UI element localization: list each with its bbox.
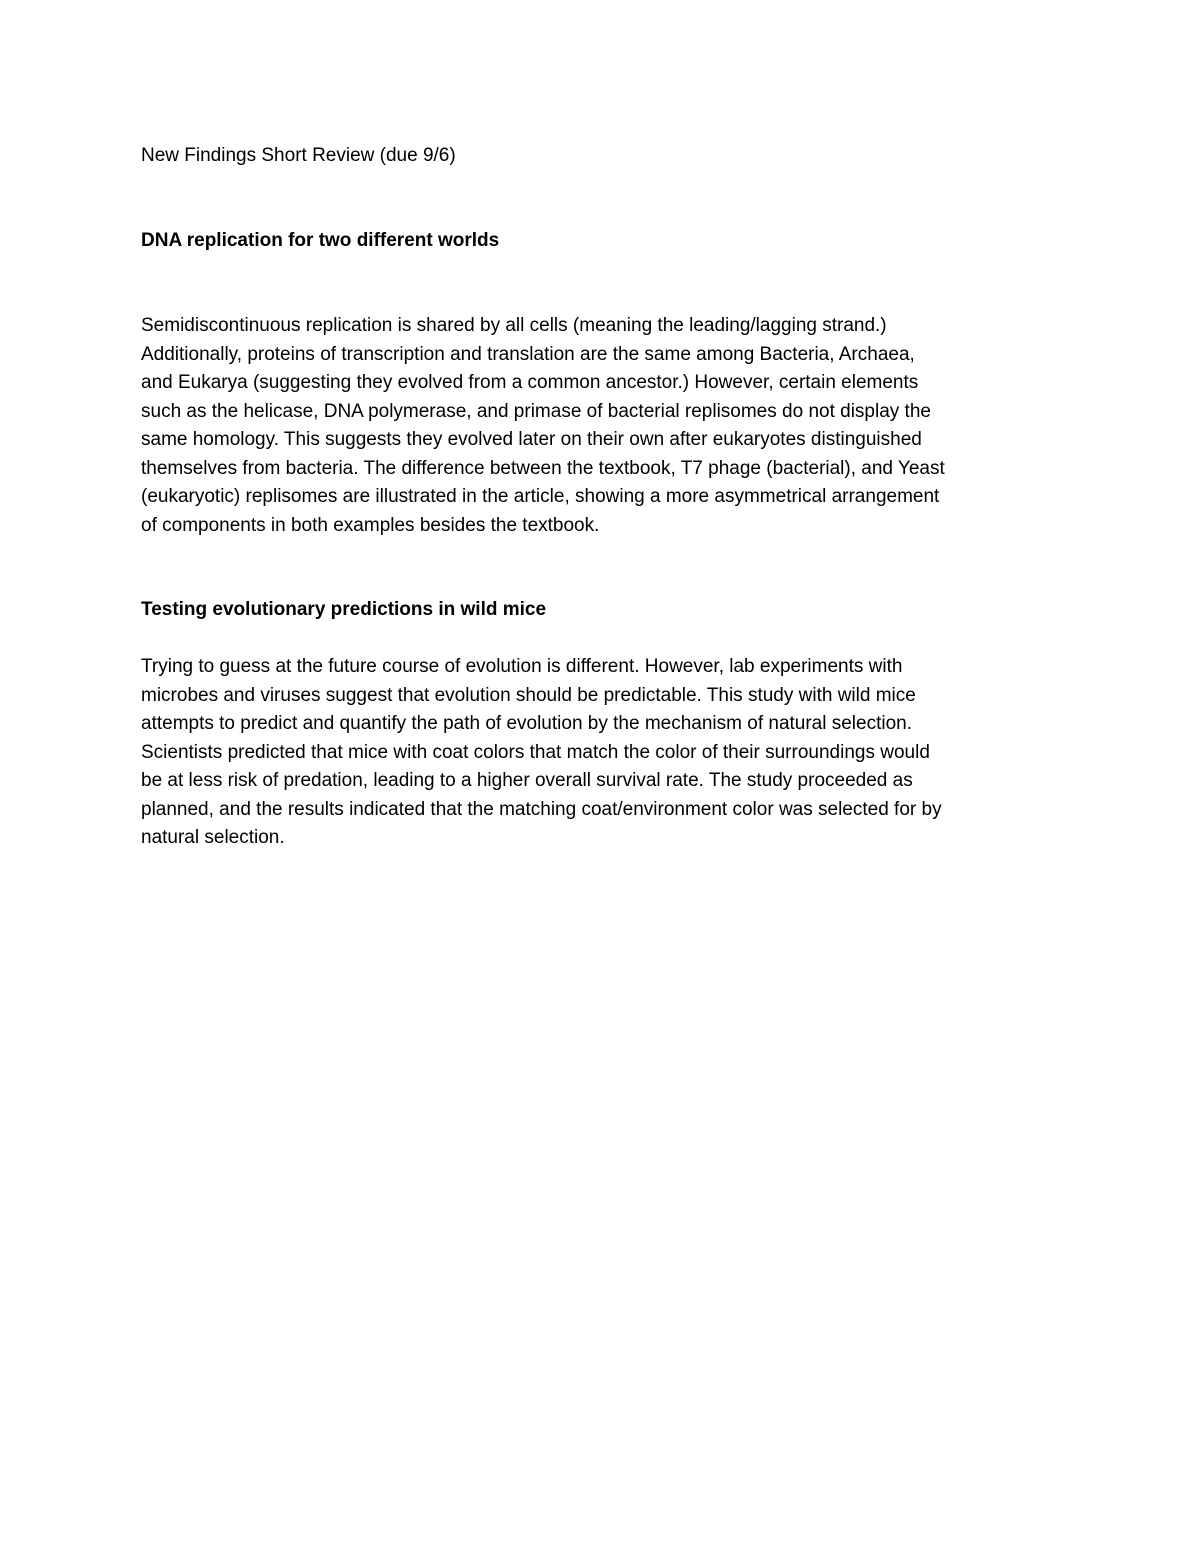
section-heading-wild-mice: Testing evolutionary predictions in wild mice bbox=[141, 599, 547, 620]
paragraph-line: be at less risk of predation, leading to a higher overall survival rate. The study proceeded as bbox=[141, 770, 913, 791]
paragraph-line: planned, and the results indicated that the matching coat/environment color was selected for by bbox=[141, 798, 942, 820]
paragraph-line: Trying to guess at the future course of evolution is different. However, lab experiments with bbox=[141, 656, 903, 677]
paragraph-line: (eukaryotic) replisomes are illustrated in the article, showing a more asymmetrical arrangement bbox=[141, 486, 940, 507]
paragraph-line: of components in both examples besides the textbook. bbox=[141, 514, 600, 536]
paragraph-line: natural selection. bbox=[141, 827, 285, 848]
paragraph-line: Semidiscontinuous replication is shared by all cells (meaning the leading/lagging strand.) bbox=[141, 315, 887, 336]
paragraph-line: Scientists predicted that mice with coat colors that match the color of their surroundings would bbox=[141, 741, 930, 763]
paragraph-line: such as the helicase, DNA polymerase, and primase of bacterial replisomes do not display the bbox=[141, 400, 931, 422]
document-title: New Findings Short Review (due 9/6) bbox=[141, 145, 456, 166]
paragraph-line: Additionally, proteins of transcription and translation are the same among Bacteria, Archaea, bbox=[141, 343, 915, 365]
section-paragraph-wild-mice bbox=[141, 653, 942, 853]
section-paragraph-dna-replication bbox=[141, 312, 945, 540]
paragraph-line: same homology. This suggests they evolved later on their own after eukaryotes distinguished bbox=[141, 429, 922, 450]
paragraph-line: attempts to predict and quantify the path of evolution by the mechanism of natural selection. bbox=[141, 713, 913, 734]
section-heading-dna-replication: DNA replication for two different worlds bbox=[141, 230, 500, 251]
paragraph-line: themselves from bacteria. The difference between the textbook, T7 phage (bacterial), and Yeast bbox=[141, 457, 945, 479]
paragraph-line: microbes and viruses suggest that evolution should be predictable. This study with wild mice bbox=[141, 684, 916, 706]
paragraph-line: and Eukarya (suggesting they evolved from a common ancestor.) However, certain elements bbox=[141, 372, 919, 393]
